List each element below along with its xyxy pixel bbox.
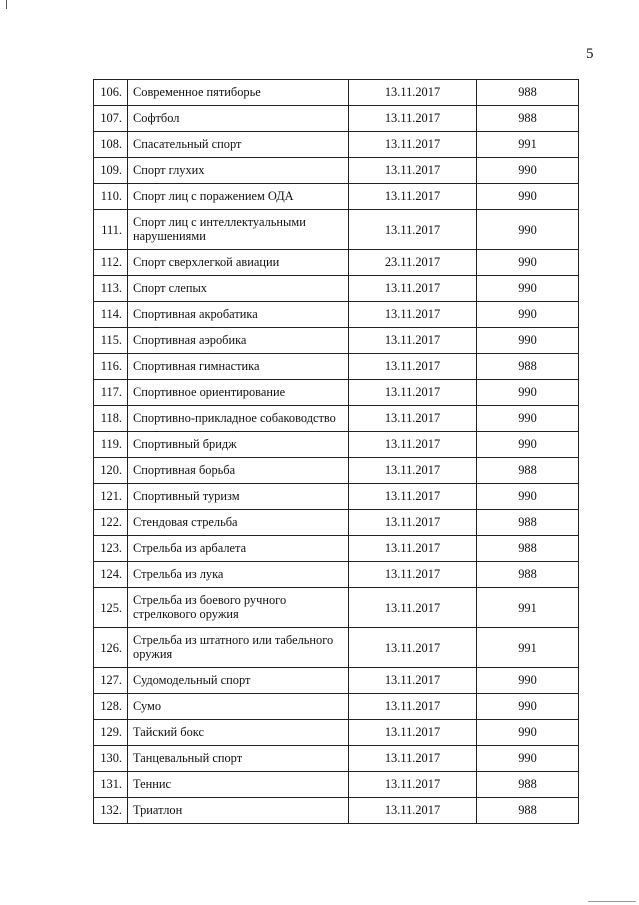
row-number: 131. bbox=[94, 772, 128, 798]
table-row bbox=[94, 250, 579, 276]
registration-date: 13.11.2017 bbox=[349, 772, 477, 798]
row-number: 111. bbox=[94, 210, 128, 250]
sport-name: Танцевальный спорт bbox=[128, 746, 349, 772]
registration-date: 13.11.2017 bbox=[349, 746, 477, 772]
sport-name: Судомодельный спорт bbox=[128, 668, 349, 694]
registration-date: 13.11.2017 bbox=[349, 536, 477, 562]
table-row bbox=[94, 210, 579, 250]
sport-name: Спортивное ориентирование bbox=[128, 380, 349, 406]
table-row bbox=[94, 106, 579, 132]
table-row bbox=[94, 406, 579, 432]
order-code: 988 bbox=[477, 80, 579, 106]
registration-date: 13.11.2017 bbox=[349, 588, 477, 628]
row-number: 117. bbox=[94, 380, 128, 406]
sport-name: Сумо bbox=[128, 694, 349, 720]
registration-date: 13.11.2017 bbox=[349, 458, 477, 484]
registration-date: 13.11.2017 bbox=[349, 798, 477, 824]
order-code: 990 bbox=[477, 668, 579, 694]
table-row bbox=[94, 588, 579, 628]
table-row bbox=[94, 746, 579, 772]
registration-date: 13.11.2017 bbox=[349, 132, 477, 158]
row-number: 114. bbox=[94, 302, 128, 328]
table-row bbox=[94, 80, 579, 106]
row-number: 112. bbox=[94, 250, 128, 276]
sport-name: Спорт сверхлегкой авиации bbox=[128, 250, 349, 276]
table-row bbox=[94, 328, 579, 354]
order-code: 990 bbox=[477, 484, 579, 510]
sport-name: Спортивная борьба bbox=[128, 458, 349, 484]
table-row bbox=[94, 158, 579, 184]
table-row bbox=[94, 536, 579, 562]
row-number: 119. bbox=[94, 432, 128, 458]
registration-date: 23.11.2017 bbox=[349, 250, 477, 276]
order-code: 988 bbox=[477, 798, 579, 824]
sport-name: Спортивная акробатика bbox=[128, 302, 349, 328]
sport-name: Стрельба из лука bbox=[128, 562, 349, 588]
row-number: 115. bbox=[94, 328, 128, 354]
order-code: 991 bbox=[477, 132, 579, 158]
order-code: 990 bbox=[477, 328, 579, 354]
registration-date: 13.11.2017 bbox=[349, 720, 477, 746]
order-code: 988 bbox=[477, 458, 579, 484]
row-number: 118. bbox=[94, 406, 128, 432]
sport-name: Спорт лиц с интеллектуальными нарушениями bbox=[128, 210, 349, 250]
sport-name: Спортивный бридж bbox=[128, 432, 349, 458]
order-code: 990 bbox=[477, 432, 579, 458]
sport-name: Стрельба из боевого ручного стрелкового оружия bbox=[128, 588, 349, 628]
table-row bbox=[94, 510, 579, 536]
registration-date: 13.11.2017 bbox=[349, 694, 477, 720]
order-code: 990 bbox=[477, 406, 579, 432]
page-number: 5 bbox=[586, 46, 594, 62]
sport-name: Спортивная аэробика bbox=[128, 328, 349, 354]
order-code: 988 bbox=[477, 510, 579, 536]
sport-name: Теннис bbox=[128, 772, 349, 798]
row-number: 121. bbox=[94, 484, 128, 510]
order-code: 990 bbox=[477, 380, 579, 406]
order-code: 991 bbox=[477, 628, 579, 668]
registration-date: 13.11.2017 bbox=[349, 106, 477, 132]
row-number: 108. bbox=[94, 132, 128, 158]
row-number: 128. bbox=[94, 694, 128, 720]
registration-date: 13.11.2017 bbox=[349, 562, 477, 588]
row-number: 106. bbox=[94, 80, 128, 106]
registration-date: 13.11.2017 bbox=[349, 80, 477, 106]
table-row bbox=[94, 276, 579, 302]
table-row bbox=[94, 484, 579, 510]
row-number: 124. bbox=[94, 562, 128, 588]
registration-date: 13.11.2017 bbox=[349, 158, 477, 184]
row-number: 116. bbox=[94, 354, 128, 380]
registration-date: 13.11.2017 bbox=[349, 406, 477, 432]
sport-name: Тайский бокс bbox=[128, 720, 349, 746]
order-code: 990 bbox=[477, 184, 579, 210]
row-number: 125. bbox=[94, 588, 128, 628]
registration-date: 13.11.2017 bbox=[349, 328, 477, 354]
order-code: 988 bbox=[477, 562, 579, 588]
sports-registry-table bbox=[93, 79, 579, 824]
row-number: 129. bbox=[94, 720, 128, 746]
sport-name: Спортивная гимнастика bbox=[128, 354, 349, 380]
table-row bbox=[94, 354, 579, 380]
row-number: 130. bbox=[94, 746, 128, 772]
order-code: 990 bbox=[477, 250, 579, 276]
registration-date: 13.11.2017 bbox=[349, 628, 477, 668]
registration-date: 13.11.2017 bbox=[349, 380, 477, 406]
registration-date: 13.11.2017 bbox=[349, 432, 477, 458]
order-code: 988 bbox=[477, 106, 579, 132]
registration-date: 13.11.2017 bbox=[349, 510, 477, 536]
row-number: 127. bbox=[94, 668, 128, 694]
registration-date: 13.11.2017 bbox=[349, 302, 477, 328]
row-number: 113. bbox=[94, 276, 128, 302]
sport-name: Стрельба из штатного или табельного оружия bbox=[128, 628, 349, 668]
sport-name: Спортивный туризм bbox=[128, 484, 349, 510]
table-row bbox=[94, 562, 579, 588]
table-row bbox=[94, 694, 579, 720]
sport-name: Современное пятиборье bbox=[128, 80, 349, 106]
sport-name: Стендовая стрельба bbox=[128, 510, 349, 536]
registration-date: 13.11.2017 bbox=[349, 668, 477, 694]
row-number: 120. bbox=[94, 458, 128, 484]
order-code: 990 bbox=[477, 210, 579, 250]
row-number: 109. bbox=[94, 158, 128, 184]
table-row bbox=[94, 720, 579, 746]
order-code: 990 bbox=[477, 158, 579, 184]
order-code: 990 bbox=[477, 302, 579, 328]
row-number: 132. bbox=[94, 798, 128, 824]
order-code: 988 bbox=[477, 536, 579, 562]
sport-name: Триатлон bbox=[128, 798, 349, 824]
sport-name: Спасательный спорт bbox=[128, 132, 349, 158]
sport-name: Софтбол bbox=[128, 106, 349, 132]
scan-mark bbox=[6, 0, 7, 9]
order-code: 988 bbox=[477, 354, 579, 380]
sport-name: Спортивно-прикладное собаководство bbox=[128, 406, 349, 432]
sport-name: Спорт глухих bbox=[128, 158, 349, 184]
scan-line bbox=[588, 901, 636, 902]
order-code: 991 bbox=[477, 588, 579, 628]
row-number: 122. bbox=[94, 510, 128, 536]
table-row bbox=[94, 458, 579, 484]
order-code: 990 bbox=[477, 746, 579, 772]
row-number: 126. bbox=[94, 628, 128, 668]
order-code: 990 bbox=[477, 694, 579, 720]
sport-name: Стрельба из арбалета bbox=[128, 536, 349, 562]
registration-date: 13.11.2017 bbox=[349, 484, 477, 510]
table-row bbox=[94, 628, 579, 668]
table-row bbox=[94, 798, 579, 824]
table-row bbox=[94, 432, 579, 458]
table-row bbox=[94, 668, 579, 694]
order-code: 988 bbox=[477, 772, 579, 798]
order-code: 990 bbox=[477, 720, 579, 746]
registration-date: 13.11.2017 bbox=[349, 276, 477, 302]
table-row bbox=[94, 132, 579, 158]
table-row bbox=[94, 184, 579, 210]
registration-date: 13.11.2017 bbox=[349, 184, 477, 210]
sport-name: Спорт слепых bbox=[128, 276, 349, 302]
registration-date: 13.11.2017 bbox=[349, 210, 477, 250]
order-code: 990 bbox=[477, 276, 579, 302]
registration-date: 13.11.2017 bbox=[349, 354, 477, 380]
sport-name: Спорт лиц с поражением ОДА bbox=[128, 184, 349, 210]
table-row bbox=[94, 772, 579, 798]
table-row bbox=[94, 302, 579, 328]
table-row bbox=[94, 380, 579, 406]
row-number: 123. bbox=[94, 536, 128, 562]
row-number: 107. bbox=[94, 106, 128, 132]
row-number: 110. bbox=[94, 184, 128, 210]
